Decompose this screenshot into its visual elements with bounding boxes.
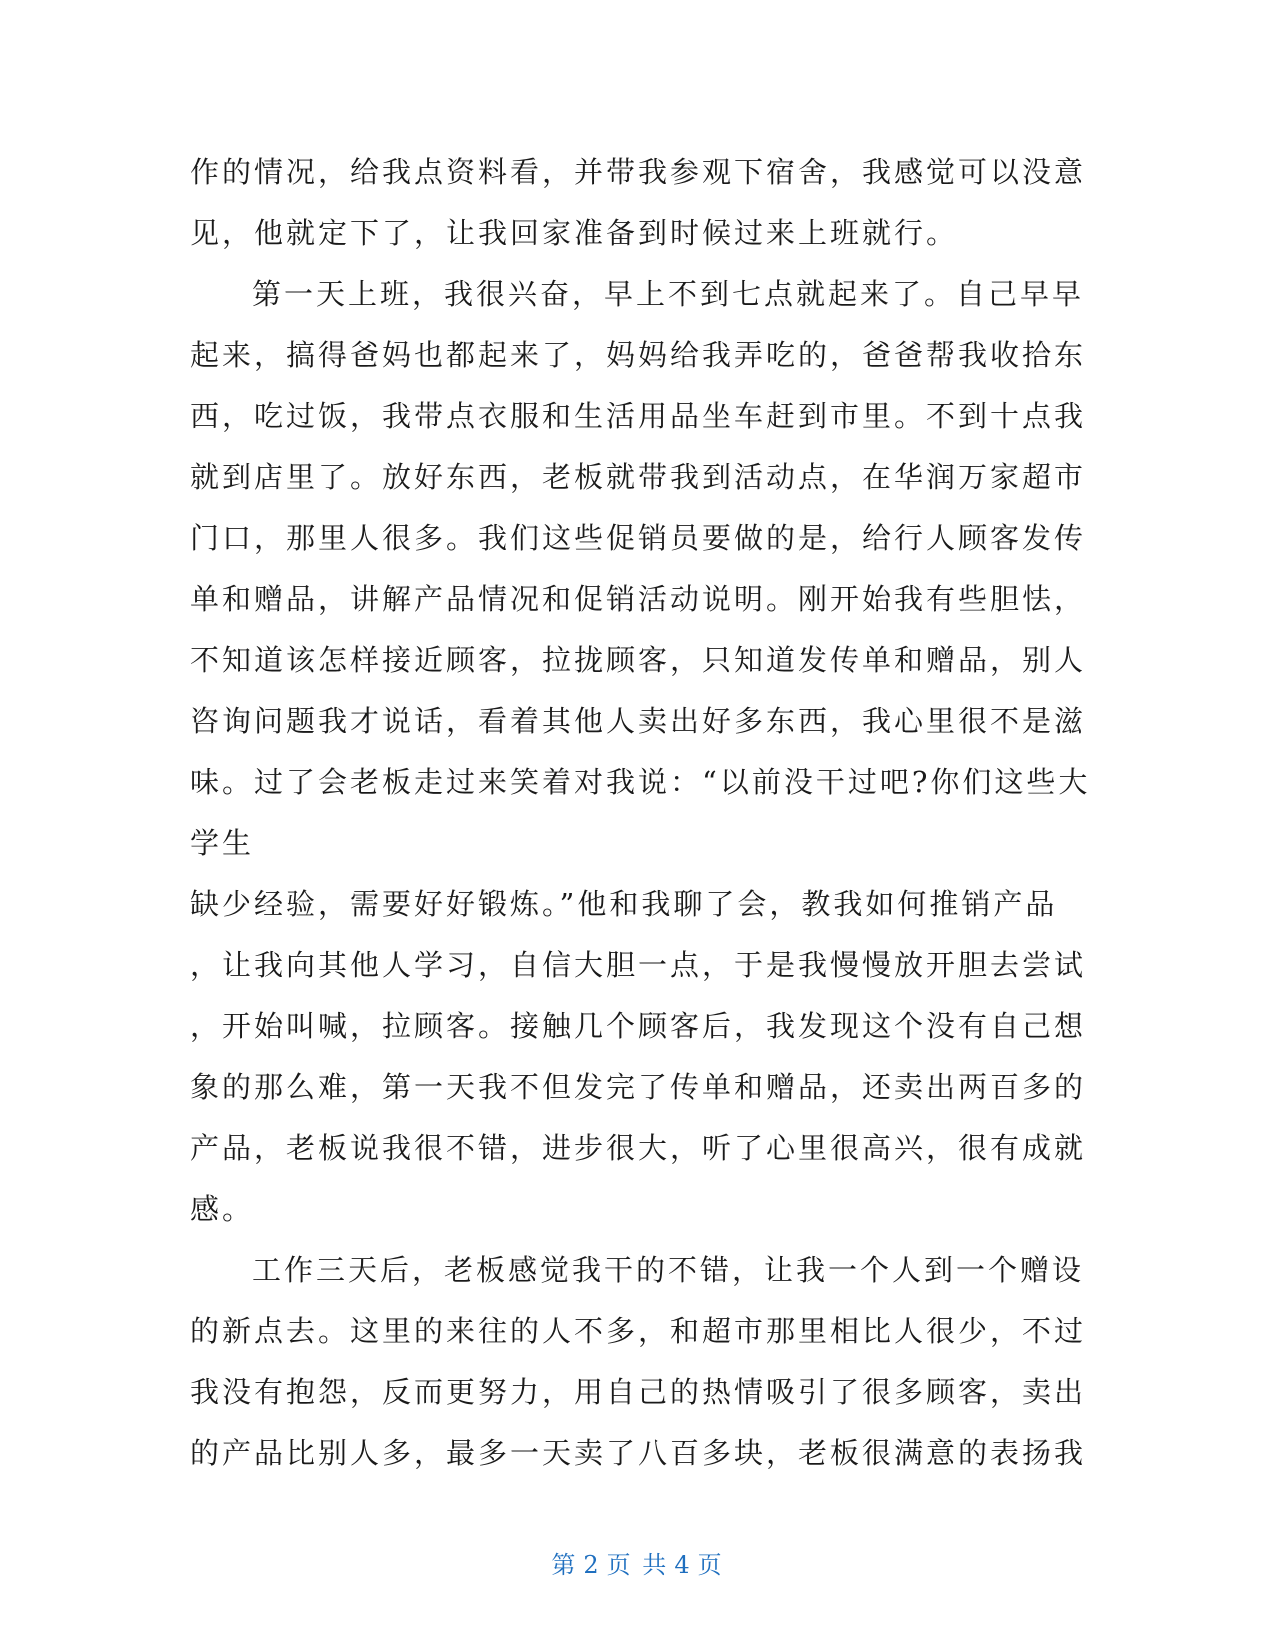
- page-footer: [0, 1545, 1275, 1580]
- document-body: [190, 142, 1090, 1484]
- current-page-number: 2: [583, 1551, 601, 1579]
- text-line: 不知道该怎样接近顾客，拉拢顾客，只知道发传单和赠品，别人: [190, 643, 1087, 677]
- text-line: 象的那么难，第一天我不但发完了传单和赠品，还卖出两百多的: [190, 1070, 1087, 1104]
- text-line: 学生: [190, 826, 255, 860]
- text-line: 的产品比别人多，最多一天卖了八百多块，老板很满意的表扬我: [190, 1436, 1087, 1470]
- text-line: 产品，老板说我很不错，进步很大，听了心里很高兴，很有成就: [190, 1131, 1087, 1165]
- text-line: 的新点去。这里的来往的人不多，和超市那里相比人很少，不过: [190, 1314, 1087, 1348]
- text-line: 第一天上班，我很兴奋，早上不到七点就起来了。自己早早: [252, 277, 1085, 311]
- text-line: 起来，搞得爸妈也都起来了，妈妈给我弄吃的，爸爸帮我收拾东: [190, 338, 1087, 372]
- text-line: 见，他就定下了，让我回家准备到时候过来上班就行。: [190, 216, 959, 250]
- page-suffix: 页: [697, 1551, 724, 1579]
- text-line: 味。过了会老板走过来笑着对我说：“以前没干过吧?你们这些大: [190, 765, 1091, 799]
- text-line: 门口，那里人很多。我们这些促销员要做的是，给行人顾客发传: [190, 521, 1087, 555]
- text-line: ，开始叫喊，拉顾客。接触几个顾客后，我发现这个没有自己想: [190, 1009, 1087, 1043]
- text-line: 咨询问题我才说话，看着其他人卖出好多东西，我心里很不是滋: [190, 704, 1087, 738]
- text-line: 就到店里了。放好东西，老板就带我到活动点，在华润万家超市: [190, 460, 1087, 494]
- text-line: 西，吃过饭，我带点衣服和生活用品坐车赶到市里。不到十点我: [190, 399, 1087, 433]
- text-line: 我没有抱怨，反而更努力，用自己的热情吸引了很多顾客，卖出: [190, 1375, 1087, 1409]
- text-line: 单和赠品，讲解产品情况和促销活动说明。刚开始我有些胆怯，: [190, 582, 1087, 616]
- text-line: 工作三天后，老板感觉我干的不错，让我一个人到一个赠设: [252, 1253, 1085, 1287]
- text-line: ，让我向其他人学习，自信大胆一点，于是我慢慢放开胆去尝试: [190, 948, 1087, 982]
- text-line: 感。: [190, 1192, 255, 1226]
- text-line: 缺少经验，需要好好锻炼。”他和我聊了会，教我如何推销产品: [190, 887, 1058, 921]
- page-mid: 页 共: [606, 1551, 669, 1579]
- page-prefix: 第: [551, 1551, 578, 1579]
- total-pages-number: 4: [674, 1551, 692, 1579]
- text-line: 作的情况，给我点资料看，并带我参观下宿舍，我感觉可以没意: [190, 155, 1087, 189]
